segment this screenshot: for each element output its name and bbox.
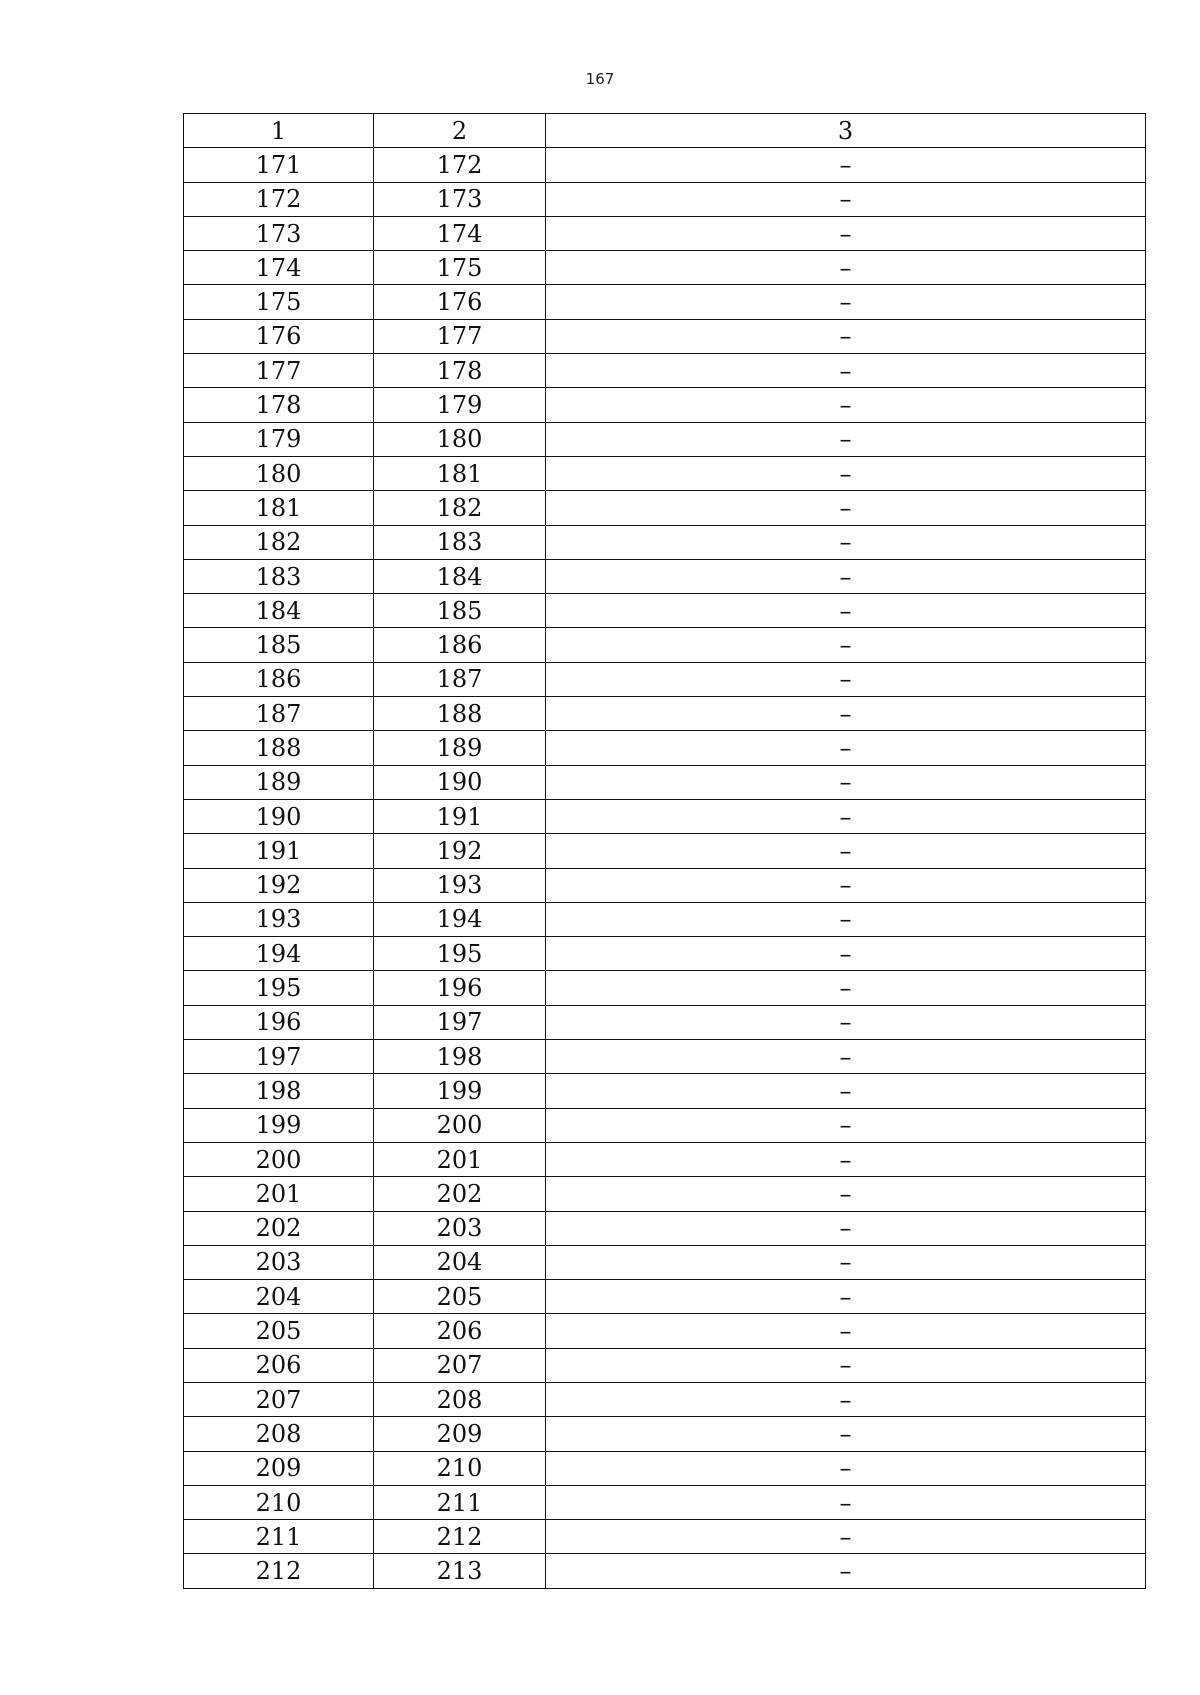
table-cell-col-3: – [546, 1280, 1146, 1314]
table-cell-col-2: 199 [374, 1074, 546, 1108]
table-cell-col-3: – [546, 937, 1146, 971]
table-row [184, 765, 1146, 799]
table-cell-col-1: 204 [184, 1280, 374, 1314]
table-cell-col-2: 198 [374, 1040, 546, 1074]
table-cell-col-3: – [546, 1074, 1146, 1108]
table-cell-col-3: – [546, 1314, 1146, 1348]
table-row [184, 1142, 1146, 1176]
table-cell-col-2: 194 [374, 902, 546, 936]
table-cell-col-2: 190 [374, 765, 546, 799]
table-cell-col-2: 175 [374, 251, 546, 285]
table-cell-col-1: 193 [184, 902, 374, 936]
table-cell-col-3: – [546, 1451, 1146, 1485]
table-cell-col-1: 208 [184, 1417, 374, 1451]
table-cell-col-3: – [546, 1040, 1146, 1074]
table-cell-col-2: 193 [374, 868, 546, 902]
page-number: 167 [585, 70, 615, 88]
table-row [184, 319, 1146, 353]
table-cell-col-1: 196 [184, 1005, 374, 1039]
table-row [184, 1005, 1146, 1039]
table-cell-col-1: 197 [184, 1040, 374, 1074]
table-cell-col-3: – [546, 182, 1146, 216]
table-cell-col-2: 174 [374, 216, 546, 250]
table-cell-col-1: 209 [184, 1451, 374, 1485]
table-cell-col-1: 188 [184, 731, 374, 765]
table-row [184, 1177, 1146, 1211]
table-cell-col-1: 202 [184, 1211, 374, 1245]
table-row [184, 491, 1146, 525]
table-row [184, 1245, 1146, 1279]
table-cell-col-2: 209 [374, 1417, 546, 1451]
table-cell-col-2: 203 [374, 1211, 546, 1245]
table-row [184, 662, 1146, 696]
table-cell-col-1: 172 [184, 182, 374, 216]
table-cell-col-2: 205 [374, 1280, 546, 1314]
table-cell-col-3: – [546, 628, 1146, 662]
table-cell-col-2: 207 [374, 1348, 546, 1382]
table-cell-col-3: – [546, 697, 1146, 731]
table-cell-col-3: – [546, 1348, 1146, 1382]
table-row [184, 251, 1146, 285]
table-cell-col-3: – [546, 251, 1146, 285]
table-row [184, 902, 1146, 936]
data-table-container [183, 113, 1145, 1589]
table-cell-col-3: – [546, 216, 1146, 250]
table-cell-col-1: 198 [184, 1074, 374, 1108]
table-cell-col-3: – [546, 456, 1146, 490]
table-row [184, 285, 1146, 319]
table-row [184, 559, 1146, 593]
table-cell-col-1: 194 [184, 937, 374, 971]
table-header-row [184, 114, 1146, 148]
table-cell-col-2: 178 [374, 354, 546, 388]
table-cell-col-1: 212 [184, 1554, 374, 1588]
table-cell-col-2: 182 [374, 491, 546, 525]
table-cell-col-2: 213 [374, 1554, 546, 1588]
table-row [184, 868, 1146, 902]
table-cell-col-2: 196 [374, 971, 546, 1005]
table-row [184, 388, 1146, 422]
table-cell-col-2: 180 [374, 422, 546, 456]
table-row [184, 1040, 1146, 1074]
table-cell-col-3: – [546, 1485, 1146, 1519]
table-cell-col-3: – [546, 799, 1146, 833]
table-row [184, 1382, 1146, 1416]
table-cell-col-2: 200 [374, 1108, 546, 1142]
table-row [184, 148, 1146, 182]
table-body [184, 148, 1146, 1588]
table-cell-col-3: – [546, 354, 1146, 388]
table-cell-col-3: – [546, 765, 1146, 799]
table-cell-col-1: 173 [184, 216, 374, 250]
table-cell-col-3: – [546, 1417, 1146, 1451]
table-cell-col-3: – [546, 285, 1146, 319]
table-row [184, 937, 1146, 971]
table-cell-col-3: – [546, 1108, 1146, 1142]
table-cell-col-1: 180 [184, 456, 374, 490]
column-header-3: 3 [546, 114, 1146, 148]
table-cell-col-1: 207 [184, 1382, 374, 1416]
table-cell-col-1: 185 [184, 628, 374, 662]
table-cell-col-2: 211 [374, 1485, 546, 1519]
table-row [184, 1520, 1146, 1554]
table-cell-col-1: 174 [184, 251, 374, 285]
table-cell-col-3: – [546, 491, 1146, 525]
table-cell-col-1: 183 [184, 559, 374, 593]
table-cell-col-2: 195 [374, 937, 546, 971]
table-row [184, 834, 1146, 868]
table-cell-col-3: – [546, 1177, 1146, 1211]
table-row [184, 354, 1146, 388]
table-row [184, 1108, 1146, 1142]
table-cell-col-1: 192 [184, 868, 374, 902]
table-cell-col-3: – [546, 662, 1146, 696]
table-cell-col-3: – [546, 319, 1146, 353]
table-cell-col-3: – [546, 1211, 1146, 1245]
table-cell-col-1: 210 [184, 1485, 374, 1519]
table-cell-col-2: 202 [374, 1177, 546, 1211]
table-row [184, 1348, 1146, 1382]
table-cell-col-2: 210 [374, 1451, 546, 1485]
table-row [184, 1417, 1146, 1451]
table-cell-col-1: 201 [184, 1177, 374, 1211]
table-cell-col-1: 186 [184, 662, 374, 696]
table-cell-col-3: – [546, 559, 1146, 593]
table-cell-col-1: 179 [184, 422, 374, 456]
table-cell-col-3: – [546, 1245, 1146, 1279]
table-cell-col-3: – [546, 525, 1146, 559]
table-cell-col-2: 181 [374, 456, 546, 490]
table-cell-col-3: – [546, 388, 1146, 422]
table-cell-col-2: 189 [374, 731, 546, 765]
table-row [184, 1554, 1146, 1588]
table-cell-col-3: – [546, 731, 1146, 765]
table-cell-col-1: 181 [184, 491, 374, 525]
table-cell-col-3: – [546, 422, 1146, 456]
table-cell-col-2: 183 [374, 525, 546, 559]
table-cell-col-3: – [546, 1554, 1146, 1588]
table-cell-col-1: 171 [184, 148, 374, 182]
table-row [184, 731, 1146, 765]
table-cell-col-2: 173 [374, 182, 546, 216]
table-cell-col-2: 204 [374, 1245, 546, 1279]
table-cell-col-2: 197 [374, 1005, 546, 1039]
table-cell-col-1: 190 [184, 799, 374, 833]
table-cell-col-2: 184 [374, 559, 546, 593]
table-cell-col-3: – [546, 1005, 1146, 1039]
table-row [184, 971, 1146, 1005]
table-cell-col-1: 177 [184, 354, 374, 388]
table-cell-col-2: 188 [374, 697, 546, 731]
table-cell-col-2: 186 [374, 628, 546, 662]
table-cell-col-2: 172 [374, 148, 546, 182]
table-cell-col-2: 191 [374, 799, 546, 833]
table-cell-col-3: – [546, 971, 1146, 1005]
table-row [184, 182, 1146, 216]
table-cell-col-2: 212 [374, 1520, 546, 1554]
table-cell-col-3: – [546, 594, 1146, 628]
table-cell-col-3: – [546, 868, 1146, 902]
table-cell-col-2: 176 [374, 285, 546, 319]
table-row [184, 216, 1146, 250]
table-row [184, 594, 1146, 628]
table-row [184, 1451, 1146, 1485]
table-cell-col-3: – [546, 1382, 1146, 1416]
table-cell-col-1: 175 [184, 285, 374, 319]
table-row [184, 456, 1146, 490]
table-cell-col-2: 179 [374, 388, 546, 422]
table-cell-col-3: – [546, 1520, 1146, 1554]
table-cell-col-3: – [546, 148, 1146, 182]
table-cell-col-1: 184 [184, 594, 374, 628]
table-cell-col-1: 178 [184, 388, 374, 422]
column-header-1: 1 [184, 114, 374, 148]
table-cell-col-1: 200 [184, 1142, 374, 1176]
table-cell-col-1: 191 [184, 834, 374, 868]
table-row [184, 1314, 1146, 1348]
table-cell-col-1: 176 [184, 319, 374, 353]
table-cell-col-2: 192 [374, 834, 546, 868]
table-cell-col-1: 206 [184, 1348, 374, 1382]
table-cell-col-2: 187 [374, 662, 546, 696]
table-row [184, 422, 1146, 456]
table-row [184, 628, 1146, 662]
table-cell-col-2: 177 [374, 319, 546, 353]
table-cell-col-2: 206 [374, 1314, 546, 1348]
table-cell-col-1: 205 [184, 1314, 374, 1348]
table-row [184, 525, 1146, 559]
table-cell-col-3: – [546, 834, 1146, 868]
table-row [184, 1074, 1146, 1108]
column-header-2: 2 [374, 114, 546, 148]
table-cell-col-1: 199 [184, 1108, 374, 1142]
table-cell-col-1: 187 [184, 697, 374, 731]
table-row [184, 1280, 1146, 1314]
table-cell-col-3: – [546, 1142, 1146, 1176]
table-cell-col-2: 208 [374, 1382, 546, 1416]
data-table [183, 113, 1146, 1589]
table-cell-col-2: 201 [374, 1142, 546, 1176]
table-row [184, 799, 1146, 833]
table-cell-col-1: 211 [184, 1520, 374, 1554]
table-cell-col-1: 195 [184, 971, 374, 1005]
table-cell-col-1: 189 [184, 765, 374, 799]
table-cell-col-2: 185 [374, 594, 546, 628]
table-row [184, 697, 1146, 731]
table-row [184, 1211, 1146, 1245]
table-cell-col-3: – [546, 902, 1146, 936]
table-cell-col-1: 182 [184, 525, 374, 559]
table-row [184, 1485, 1146, 1519]
table-cell-col-1: 203 [184, 1245, 374, 1279]
